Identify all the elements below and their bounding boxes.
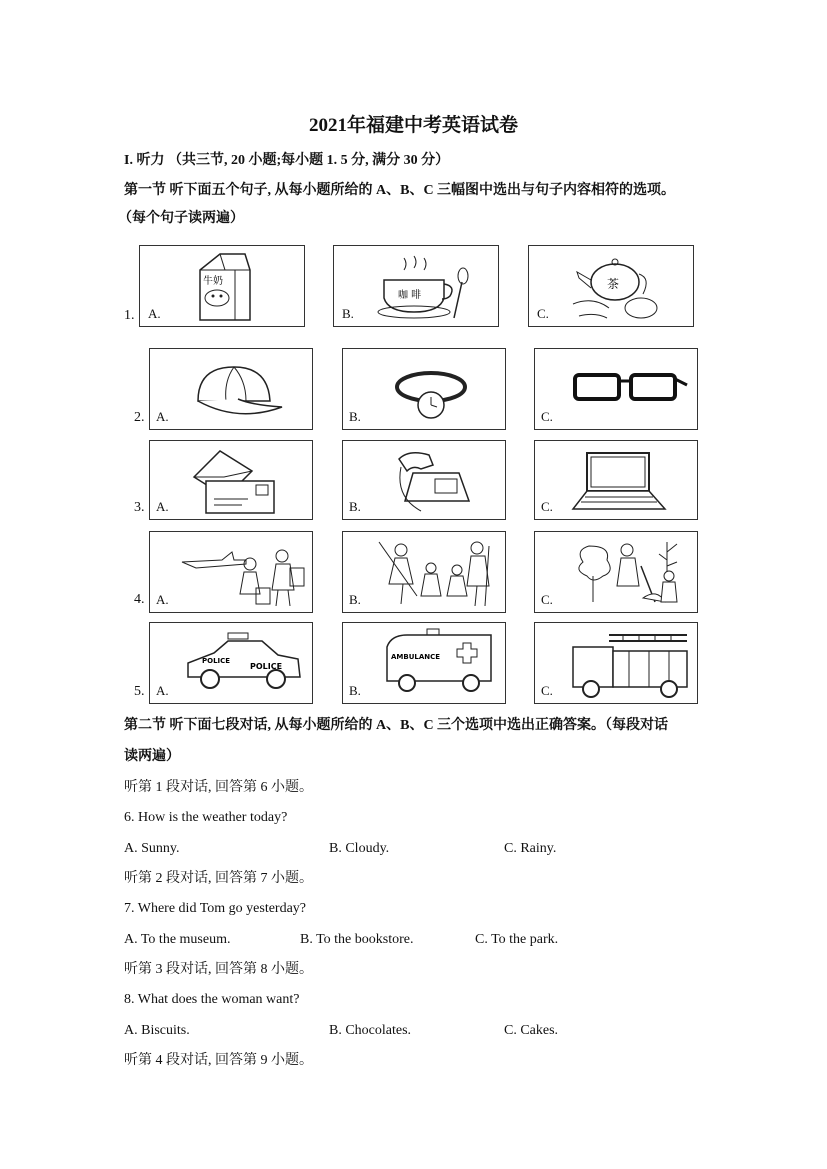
question-8: 8. What does the woman want? (124, 992, 300, 1007)
milk-carton-icon (195, 250, 255, 324)
option-frame-5c: C. (534, 622, 698, 704)
glasses-icon (569, 369, 689, 409)
option-7c: C. To the park. (475, 932, 559, 947)
option-frame-4b: B. (342, 531, 506, 613)
option-frame-4c: C. (534, 531, 698, 613)
option-6b: B. Cloudy. (329, 841, 390, 856)
option-frame-5b: B. AMBULANCE (342, 622, 506, 704)
section2-instruction: 第二节 听下面七段对话, 从每小题所给的 A、B、C 三个选项中选出正确答案。（每段对话 (124, 718, 669, 733)
section1-instruction: 第一节 听下面五个句子, 从每小题所给的 A、B、C 三幅图中选出与句子内容相符的选项。 (124, 183, 676, 198)
ambulance-icon (381, 627, 497, 697)
option-frame-1c: C. 茶 (528, 245, 694, 327)
section2-instruction-cont: 读两遍） (124, 749, 180, 764)
option-frame-2a: A. (149, 348, 313, 430)
option-frame-4a: A. (149, 531, 313, 613)
option-frame-3c: C. (534, 440, 698, 520)
row-number: 3. (134, 500, 145, 515)
police-label-side: POLICE (250, 662, 283, 671)
tree-planting-icon (571, 536, 691, 610)
letter-icon (190, 447, 280, 517)
option-6a: A. Sunny. (124, 841, 180, 856)
option-6c: C. Rainy. (504, 841, 557, 856)
question-6: 6. How is the weather today? (124, 810, 288, 825)
fire-truck-icon (569, 627, 693, 699)
dialog-intro-2: 听第 2 段对话, 回答第 7 小题。 (124, 871, 313, 886)
travel-icon (178, 538, 308, 610)
ambulance-label: AMBULANCE (391, 653, 441, 661)
teapot-icon (569, 252, 669, 324)
dialog-intro-3: 听第 3 段对话, 回答第 8 小题。 (124, 962, 313, 977)
cap-icon (188, 363, 284, 419)
option-8b: B. Chocolates. (329, 1023, 412, 1038)
option-frame-1b: B. 咖 啡 (333, 245, 499, 327)
row-number: 4. (134, 592, 145, 607)
option-frame-3a: A. (149, 440, 313, 520)
dialog-intro-1: 听第 1 段对话, 回答第 6 小题。 (124, 780, 313, 795)
option-8c: C. Cakes. (504, 1023, 559, 1038)
option-frame-2c: C. (534, 348, 698, 430)
section1-instruction-cont: （每个句子读两遍） (118, 211, 244, 226)
tea-label: 茶 (607, 277, 620, 291)
part1-header: I. 听力 （共三节, 20 小题;每小题 1. 5 分, 满分 30 分） (124, 153, 450, 168)
row-number: 5. (134, 684, 145, 699)
milk-label: 牛奶 (203, 276, 223, 287)
telephone-icon (393, 447, 473, 515)
row-number: 2. (134, 410, 145, 425)
coffee-label: 咖 啡 (398, 290, 422, 301)
watch-icon (391, 357, 471, 425)
coffee-cup-icon (376, 252, 476, 322)
option-frame-1a: A. 牛奶 (139, 245, 305, 327)
option-frame-5a: A. POLICE POLICE (149, 622, 313, 704)
option-frame-2b: B. (342, 348, 506, 430)
police-label: POLICE (202, 657, 231, 665)
row-number: 1. (124, 308, 135, 323)
cleaning-icon (373, 536, 497, 610)
laptop-icon (571, 449, 667, 515)
option-7a: A. To the museum. (124, 932, 231, 947)
option-7b: B. To the bookstore. (300, 932, 414, 947)
option-8a: A. Biscuits. (124, 1023, 190, 1038)
dialog-intro-4: 听第 4 段对话, 回答第 9 小题。 (124, 1053, 313, 1068)
question-7: 7. Where did Tom go yesterday? (124, 901, 307, 916)
option-frame-3b: B. (342, 440, 506, 520)
police-car-icon (184, 631, 304, 697)
page-title: 2021年福建中考英语试卷 (308, 115, 518, 136)
